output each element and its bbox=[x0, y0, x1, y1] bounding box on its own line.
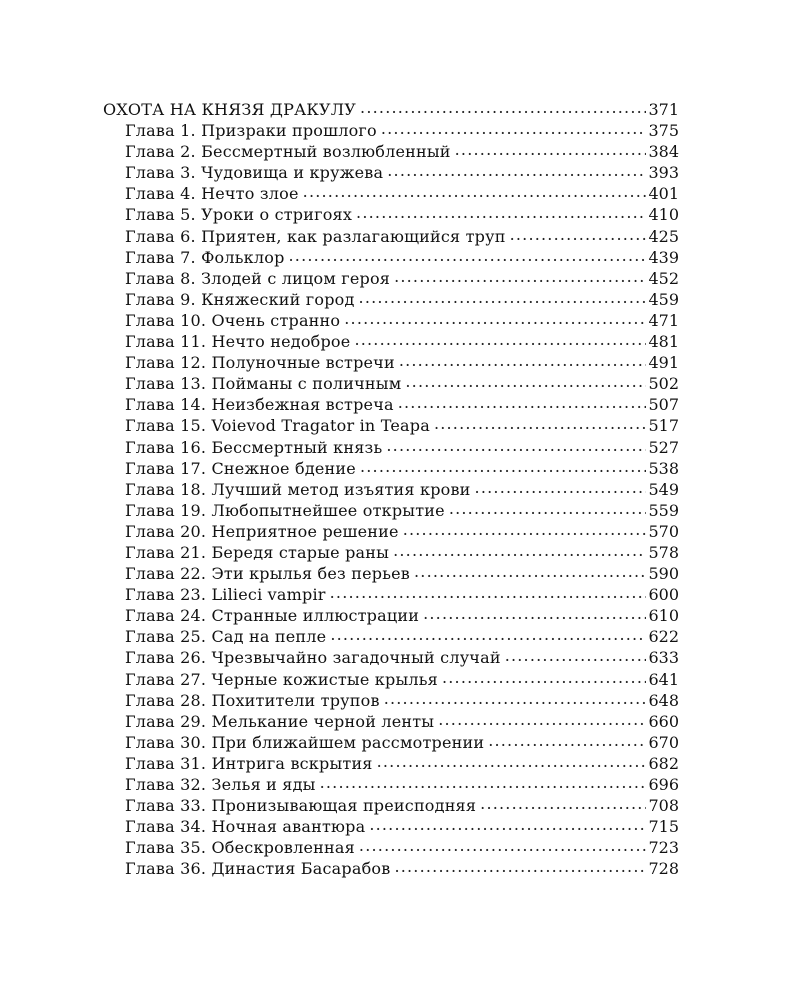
toc-chapter-entry bbox=[103, 542, 679, 563]
toc-chapter-page: 401 bbox=[648, 184, 679, 204]
toc-chapter-entry bbox=[103, 837, 679, 858]
toc-chapter-title: Глава 1. Призраки прошлого bbox=[125, 121, 377, 141]
toc-chapter-page: 439 bbox=[648, 247, 679, 267]
toc-chapter-page: 538 bbox=[648, 458, 679, 478]
toc-chapter-entry bbox=[103, 141, 679, 162]
toc-chapter-title: Глава 12. Полуночные встречи bbox=[125, 353, 395, 373]
toc-chapter-page: 610 bbox=[648, 606, 679, 626]
toc-chapter-title: Глава 2. Бессмертный возлюбленный bbox=[125, 142, 451, 162]
dot-leader bbox=[480, 793, 646, 814]
dot-leader bbox=[438, 709, 646, 730]
toc-chapter-page: 517 bbox=[648, 416, 679, 436]
toc-chapter-entry bbox=[103, 247, 679, 268]
dot-leader bbox=[455, 139, 647, 160]
toc-chapter-title: Глава 10. Очень странно bbox=[125, 310, 341, 330]
dot-leader bbox=[403, 519, 647, 540]
dot-leader bbox=[423, 603, 646, 624]
dot-leader bbox=[330, 582, 647, 603]
dot-leader bbox=[369, 814, 646, 835]
toc-chapter-entry bbox=[103, 795, 679, 816]
toc-chapter-title: Глава 17. Снежное бдение bbox=[125, 458, 356, 478]
toc-chapter-title: Глава 34. Ночная авантюра bbox=[125, 817, 366, 837]
toc-chapter-entry bbox=[103, 268, 679, 289]
toc-chapter-entry bbox=[103, 732, 679, 753]
dot-leader bbox=[381, 118, 647, 139]
toc-chapter-list bbox=[103, 120, 679, 879]
dot-leader bbox=[359, 287, 647, 308]
toc-chapter-entry bbox=[103, 753, 679, 774]
toc-chapter-page: 570 bbox=[648, 521, 679, 541]
toc-chapter-entry bbox=[103, 816, 679, 837]
toc-chapter-entry bbox=[103, 605, 679, 626]
toc-chapter-title: Глава 6. Приятен, как разлагающийся труп bbox=[125, 226, 506, 246]
toc-chapter-entry bbox=[103, 458, 679, 479]
toc-part-title: ОХОТА НА КНЯЗЯ ДРАКУЛУ bbox=[103, 100, 357, 119]
dot-leader bbox=[434, 413, 647, 434]
toc-chapter-title: Глава 19. Любопытнейшее открытие bbox=[125, 500, 445, 520]
dot-leader bbox=[394, 266, 646, 287]
dot-leader bbox=[289, 245, 647, 266]
toc-chapter-entry bbox=[103, 669, 679, 690]
dot-leader bbox=[442, 667, 646, 688]
toc-chapter-entry bbox=[103, 521, 679, 542]
toc-chapter-title: Глава 3. Чудовища и кружева bbox=[125, 163, 384, 183]
toc-chapter-entry bbox=[103, 352, 679, 373]
toc-chapter-title: Глава 28. Похитители трупов bbox=[125, 690, 380, 710]
toc-chapter-entry bbox=[103, 310, 679, 331]
toc-chapter-title: Глава 20. Неприятное решение bbox=[125, 521, 399, 541]
toc-chapter-page: 384 bbox=[648, 142, 679, 162]
toc-chapter-entry bbox=[103, 479, 679, 500]
toc-chapter-page: 622 bbox=[648, 627, 679, 647]
toc-chapter-page: 393 bbox=[648, 163, 679, 183]
toc-chapter-title: Глава 13. Пойманы с поличным bbox=[125, 374, 402, 394]
toc-chapter-entry bbox=[103, 690, 679, 711]
toc-chapter-page: 527 bbox=[648, 437, 679, 457]
toc-chapter-entry bbox=[103, 711, 679, 732]
toc-chapter-title: Глава 5. Уроки о стригоях bbox=[125, 205, 353, 225]
toc-chapter-entry bbox=[103, 415, 679, 436]
toc-chapter-title: Глава 16. Бессмертный князь bbox=[125, 437, 383, 457]
dot-leader bbox=[303, 181, 647, 202]
toc-chapter-title: Глава 15. Voievod Tragator in Teapa bbox=[125, 416, 430, 436]
dot-leader bbox=[387, 160, 646, 181]
toc-chapter-page: 600 bbox=[648, 585, 679, 605]
dot-leader bbox=[510, 224, 647, 245]
toc-chapter-page: 507 bbox=[648, 395, 679, 415]
toc-chapter-page: 452 bbox=[648, 268, 679, 288]
toc-chapter-entry bbox=[103, 289, 679, 310]
toc-chapter-entry bbox=[103, 226, 679, 247]
dot-leader bbox=[505, 645, 647, 666]
toc-chapter-title: Глава 11. Нечто недоброе bbox=[125, 332, 351, 352]
toc-part-entry bbox=[103, 99, 679, 120]
toc-chapter-page: 723 bbox=[648, 838, 679, 858]
toc-chapter-page: 471 bbox=[648, 310, 679, 330]
toc-chapter-page: 425 bbox=[648, 226, 679, 246]
dot-leader bbox=[360, 456, 646, 477]
dot-leader bbox=[384, 688, 647, 709]
toc-chapter-entry bbox=[103, 626, 679, 647]
toc-chapter-title: Глава 8. Злодей с лицом героя bbox=[125, 268, 391, 288]
toc-chapter-page: 682 bbox=[648, 753, 679, 773]
toc-part-page: 371 bbox=[648, 100, 679, 119]
toc-chapter-title: Глава 7. Фольклор bbox=[125, 247, 285, 267]
dot-leader bbox=[488, 730, 646, 751]
toc-chapter-entry bbox=[103, 500, 679, 521]
toc-chapter-title: Глава 18. Лучший метод изъятия крови bbox=[125, 479, 471, 499]
toc-chapter-entry bbox=[103, 437, 679, 458]
dot-leader bbox=[449, 498, 647, 519]
dot-leader bbox=[354, 329, 646, 350]
toc-chapter-entry bbox=[103, 183, 679, 204]
dot-leader bbox=[344, 308, 646, 329]
dot-leader bbox=[377, 751, 647, 772]
toc-chapter-title: Глава 4. Нечто злое bbox=[125, 184, 299, 204]
toc-chapter-page: 590 bbox=[648, 564, 679, 584]
toc-chapter-title: Глава 31. Интрига вскрытия bbox=[125, 753, 373, 773]
dot-leader bbox=[359, 835, 647, 856]
toc-chapter-page: 481 bbox=[648, 332, 679, 352]
toc-chapter-entry bbox=[103, 563, 679, 584]
toc-chapter-title: Глава 35. Обескровленная bbox=[125, 838, 355, 858]
dot-leader bbox=[399, 350, 647, 371]
toc-chapter-title: Глава 23. Lilieci vampir bbox=[125, 585, 326, 605]
toc-chapter-title: Глава 9. Княжеский город bbox=[125, 289, 355, 309]
toc-chapter-title: Глава 33. Пронизывающая преисподняя bbox=[125, 796, 477, 816]
toc-chapter-entry bbox=[103, 394, 679, 415]
dot-leader bbox=[320, 772, 647, 793]
toc-chapter-entry bbox=[103, 584, 679, 605]
toc-chapter-page: 502 bbox=[648, 374, 679, 394]
toc-chapter-page: 708 bbox=[648, 796, 679, 816]
toc-chapter-page: 715 bbox=[648, 817, 679, 837]
toc-chapter-entry bbox=[103, 373, 679, 394]
dot-leader bbox=[414, 561, 646, 582]
toc-chapter-entry bbox=[103, 331, 679, 352]
toc-chapter-entry bbox=[103, 120, 679, 141]
dot-leader bbox=[360, 97, 646, 118]
toc-chapter-title: Глава 26. Чрезвычайно загадочный случай bbox=[125, 648, 501, 668]
toc-chapter-entry bbox=[103, 647, 679, 668]
toc-chapter-page: 491 bbox=[648, 353, 679, 373]
dot-leader bbox=[398, 392, 647, 413]
toc-chapter-title: Глава 22. Эти крылья без перьев bbox=[125, 564, 411, 584]
toc-chapter-page: 559 bbox=[648, 500, 679, 520]
dot-leader bbox=[475, 477, 647, 498]
toc-chapter-page: 660 bbox=[648, 711, 679, 731]
toc-chapter-entry bbox=[103, 858, 679, 879]
dot-leader bbox=[394, 856, 646, 877]
toc-chapter-page: 549 bbox=[648, 479, 679, 499]
toc-chapter-page: 641 bbox=[648, 669, 679, 689]
toc-chapter-title: Глава 25. Сад на пепле bbox=[125, 627, 327, 647]
toc-chapter-page: 375 bbox=[648, 121, 679, 141]
toc-chapter-title: Глава 32. Зелья и яды bbox=[125, 775, 316, 794]
toc-chapter-page: 633 bbox=[648, 648, 679, 668]
toc-chapter-entry bbox=[103, 162, 679, 183]
toc-chapter-page: 648 bbox=[648, 690, 679, 710]
toc-chapter-page: 410 bbox=[648, 205, 679, 225]
toc-chapter-entry bbox=[103, 204, 679, 225]
table-of-contents bbox=[103, 99, 679, 879]
dot-leader bbox=[405, 371, 646, 392]
toc-chapter-title: Глава 29. Мелькание черной ленты bbox=[125, 711, 435, 731]
toc-chapter-title: Глава 24. Странные иллюстрации bbox=[125, 606, 420, 626]
toc-chapter-page: 578 bbox=[648, 542, 679, 562]
toc-chapter-title: Глава 27. Черные кожистые крылья bbox=[125, 669, 438, 689]
toc-chapter-title: Глава 30. При ближайшем рассмотрении bbox=[125, 732, 485, 752]
toc-chapter-page: 696 bbox=[648, 775, 679, 794]
toc-chapter-title: Глава 36. Династия Басарабов bbox=[125, 859, 391, 879]
toc-chapter-page: 459 bbox=[648, 289, 679, 309]
dot-leader bbox=[356, 202, 646, 223]
dot-leader bbox=[393, 540, 646, 561]
toc-chapter-page: 728 bbox=[648, 859, 679, 879]
toc-chapter-page: 670 bbox=[648, 732, 679, 752]
toc-chapter-title: Глава 14. Неизбежная встреча bbox=[125, 395, 394, 415]
toc-chapter-title: Глава 21. Бередя старые раны bbox=[125, 542, 390, 562]
toc-chapter-entry bbox=[103, 774, 679, 795]
dot-leader bbox=[386, 435, 646, 456]
dot-leader bbox=[330, 624, 646, 645]
